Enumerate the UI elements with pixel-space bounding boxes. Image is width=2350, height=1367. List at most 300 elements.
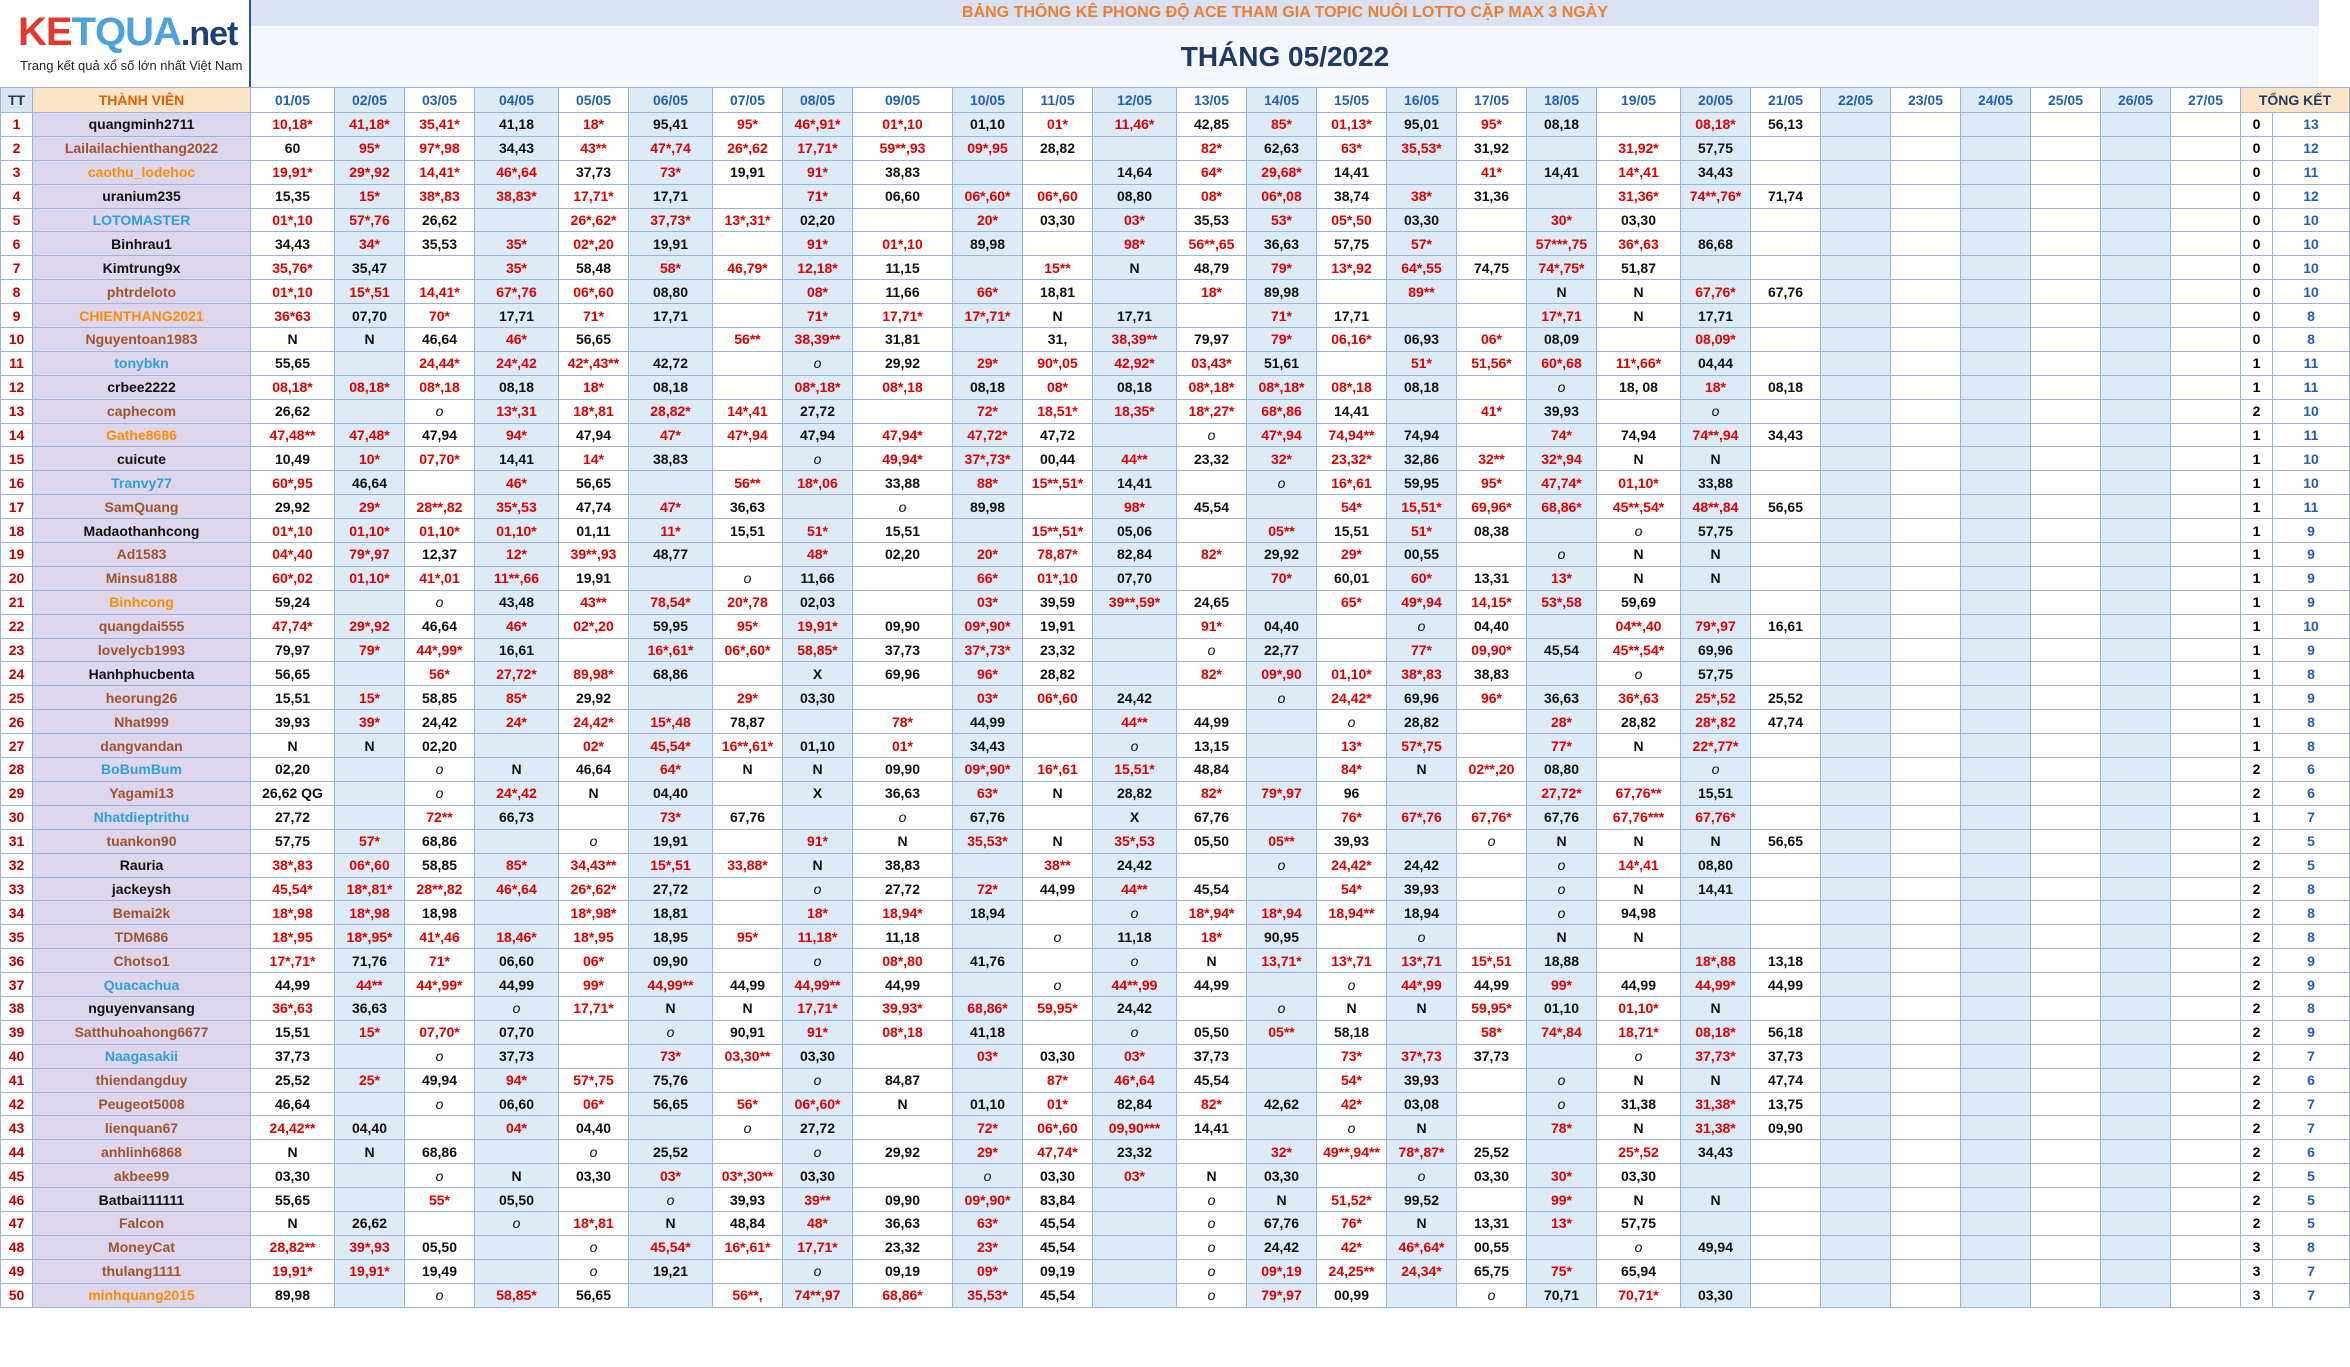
miss-count: 2 [2241, 1116, 2273, 1140]
miss-count: 1 [2241, 805, 2273, 829]
prediction-cell: 08*,18 [1317, 375, 1387, 399]
prediction-cell: 13* [1317, 734, 1387, 758]
prediction-cell: 30* [1527, 1164, 1597, 1188]
prediction-cell: N [559, 781, 629, 805]
prediction-cell: 44*,99 [1387, 973, 1457, 997]
prediction-cell [1457, 543, 1527, 567]
prediction-cell: 41*,01 [405, 566, 475, 590]
member-name[interactable]: uranium235 [33, 184, 251, 208]
prediction-cell: 51,61 [1247, 351, 1317, 375]
row-number: 12 [1, 375, 33, 399]
prediction-cell: 26,62 [335, 1211, 405, 1235]
prediction-cell: 71* [783, 304, 853, 328]
prediction-cell: o [1527, 1068, 1597, 1092]
prediction-cell: 04,44 [1681, 351, 1751, 375]
prediction-cell [2171, 1235, 2241, 1259]
member-name[interactable]: lovelycb1993 [33, 638, 251, 662]
prediction-cell: 27,72* [1527, 781, 1597, 805]
prediction-cell: 47,94 [783, 423, 853, 447]
prediction-cell: 82* [1177, 543, 1247, 567]
prediction-cell: 34,43 [1681, 1140, 1751, 1164]
prediction-cell [2031, 351, 2101, 375]
row-number: 50 [1, 1283, 33, 1307]
prediction-cell [1891, 375, 1961, 399]
prediction-cell: 18*,98 [335, 901, 405, 925]
prediction-cell: 34,43 [1751, 423, 1821, 447]
prediction-cell: 03,30** [713, 1044, 783, 1068]
prediction-cell: 17,71* [783, 136, 853, 160]
member-name[interactable]: SamQuang [33, 495, 251, 519]
prediction-cell [1317, 351, 1387, 375]
prediction-cell [1961, 996, 2031, 1020]
prediction-cell [1751, 638, 1821, 662]
prediction-cell [405, 1116, 475, 1140]
prediction-cell: 39,93 [1387, 1068, 1457, 1092]
prediction-cell: 60 [251, 136, 335, 160]
prediction-cell [1597, 113, 1681, 137]
member-name[interactable]: Batbai111111 [33, 1188, 251, 1212]
prediction-cell: 75* [1527, 1259, 1597, 1283]
member-name[interactable]: quangminh2711 [33, 113, 251, 137]
member-name[interactable]: Quacachua [33, 973, 251, 997]
prediction-cell: 09,90 [853, 614, 953, 638]
prediction-cell: N [1023, 829, 1093, 853]
prediction-cell: 60* [1387, 566, 1457, 590]
ketqua-logo[interactable] [0, 0, 251, 87]
prediction-cell: 59,69 [1597, 590, 1681, 614]
prediction-cell: 15,51 [251, 686, 335, 710]
prediction-cell: 00,55 [1387, 543, 1457, 567]
row-number: 2 [1, 136, 33, 160]
prediction-cell: 15,35 [251, 184, 335, 208]
total-count: 9 [2273, 973, 2350, 997]
prediction-cell [2031, 328, 2101, 352]
table-row [1, 1140, 2350, 1164]
prediction-cell: 24,42* [1317, 853, 1387, 877]
prediction-cell: 08,80 [1093, 184, 1177, 208]
member-name[interactable]: Peugeot5008 [33, 1092, 251, 1116]
prediction-cell [1093, 280, 1177, 304]
prediction-cell [1961, 375, 2031, 399]
prediction-cell [629, 471, 713, 495]
prediction-cell: 28,82* [629, 399, 713, 423]
prediction-cell [335, 1092, 405, 1116]
prediction-cell [1891, 136, 1961, 160]
member-name[interactable]: Chotso1 [33, 949, 251, 973]
prediction-cell: o [1247, 853, 1317, 877]
member-name[interactable]: Nhat999 [33, 710, 251, 734]
prediction-cell [2171, 208, 2241, 232]
prediction-cell: 56** [713, 471, 783, 495]
member-name[interactable]: dangvandan [33, 734, 251, 758]
row-number: 39 [1, 1020, 33, 1044]
prediction-cell: 04**,40 [1597, 614, 1681, 638]
total-count: 8 [2273, 996, 2350, 1020]
member-name[interactable]: Bemai2k [33, 901, 251, 925]
prediction-cell [1821, 471, 1891, 495]
prediction-cell [629, 686, 713, 710]
prediction-cell: 56** [713, 328, 783, 352]
total-count: 10 [2273, 208, 2350, 232]
total-count: 8 [2273, 710, 2350, 734]
prediction-cell [2031, 1092, 2101, 1116]
prediction-cell [1751, 1140, 1821, 1164]
total-count: 8 [2273, 304, 2350, 328]
prediction-cell: 10* [335, 447, 405, 471]
member-name[interactable]: cuicute [33, 447, 251, 471]
prediction-cell: 78*,87* [1387, 1140, 1457, 1164]
member-name[interactable]: akbee99 [33, 1164, 251, 1188]
prediction-cell: 08,18 [1387, 375, 1457, 399]
prediction-cell: 55,65 [251, 1188, 335, 1212]
prediction-cell: 11*,66* [1597, 351, 1681, 375]
row-number: 37 [1, 973, 33, 997]
table-row [1, 662, 2350, 686]
prediction-cell: o [1247, 686, 1317, 710]
prediction-cell [1821, 781, 1891, 805]
prediction-cell: 56**, [713, 1283, 783, 1307]
member-name[interactable]: Tranvy77 [33, 471, 251, 495]
member-name[interactable]: anhlinh6868 [33, 1140, 251, 1164]
prediction-cell: 08*,18* [1177, 375, 1247, 399]
member-name[interactable]: heorung26 [33, 686, 251, 710]
member-name[interactable]: MoneyCat [33, 1235, 251, 1259]
prediction-cell [953, 256, 1023, 280]
member-name[interactable]: caphecom [33, 399, 251, 423]
prediction-cell [2171, 901, 2241, 925]
prediction-cell: 68,86 [405, 1140, 475, 1164]
total-count: 7 [2273, 1092, 2350, 1116]
miss-count: 1 [2241, 638, 2273, 662]
total-count: 11 [2273, 375, 2350, 399]
prediction-cell [1891, 471, 1961, 495]
prediction-cell: 71,74 [1751, 184, 1821, 208]
prediction-cell [953, 853, 1023, 877]
member-name[interactable]: quangdai555 [33, 614, 251, 638]
prediction-cell: 70,71* [1597, 1283, 1681, 1307]
table-row [1, 925, 2350, 949]
prediction-cell [2101, 447, 2171, 471]
member-name[interactable]: Lailailachienthang2022 [33, 136, 251, 160]
miss-count: 0 [2241, 256, 2273, 280]
prediction-cell: 35*,53 [475, 495, 559, 519]
prediction-cell: 62,63 [1247, 136, 1317, 160]
prediction-cell [1681, 208, 1751, 232]
member-name[interactable]: CHIENTHANG2021 [33, 304, 251, 328]
prediction-cell: 63* [1317, 136, 1387, 160]
prediction-cell: 55* [405, 1188, 475, 1212]
prediction-cell: N [629, 1211, 713, 1235]
prediction-cell: 72** [405, 805, 475, 829]
member-name[interactable]: thiendangduy [33, 1068, 251, 1092]
prediction-cell: 03* [953, 590, 1023, 614]
member-name[interactable]: minhquang2015 [33, 1283, 251, 1307]
prediction-cell [2171, 543, 2241, 567]
prediction-cell: 98* [1093, 232, 1177, 256]
prediction-cell: 46,79* [713, 256, 783, 280]
prediction-cell: 56,65 [251, 662, 335, 686]
prediction-cell: 88* [953, 471, 1023, 495]
prediction-cell [1821, 829, 1891, 853]
member-name[interactable]: Nhatdieptrithu [33, 805, 251, 829]
prediction-cell: 34* [335, 232, 405, 256]
prediction-cell [1961, 328, 2031, 352]
prediction-cell: 42,62 [1247, 1092, 1317, 1116]
total-count: 5 [2273, 829, 2350, 853]
prediction-cell: 01,10* [1597, 996, 1681, 1020]
prediction-cell [1891, 829, 1961, 853]
prediction-cell: 15* [335, 184, 405, 208]
prediction-cell: 08*,18* [783, 375, 853, 399]
member-name[interactable]: Minsu8188 [33, 566, 251, 590]
prediction-cell: 04,40 [559, 1116, 629, 1140]
row-number: 48 [1, 1235, 33, 1259]
prediction-cell: 06* [1457, 328, 1527, 352]
member-name[interactable]: Gathe8686 [33, 423, 251, 447]
prediction-cell: 42,85 [1177, 113, 1247, 137]
member-name[interactable]: tonybkn [33, 351, 251, 375]
prediction-cell [2031, 973, 2101, 997]
prediction-cell [1821, 495, 1891, 519]
prediction-cell: 02*,20 [559, 614, 629, 638]
prediction-cell: 05,50 [405, 1235, 475, 1259]
prediction-cell: N [251, 1211, 335, 1235]
prediction-cell: N [1023, 304, 1093, 328]
prediction-cell [475, 208, 559, 232]
prediction-cell: 18,95 [629, 925, 713, 949]
prediction-cell [2101, 495, 2171, 519]
prediction-cell: 91* [783, 232, 853, 256]
prediction-cell: 13*,92 [1317, 256, 1387, 280]
prediction-cell [2171, 471, 2241, 495]
table-row [1, 1116, 2350, 1140]
prediction-cell: 08,09 [1527, 328, 1597, 352]
member-name[interactable]: Falcon [33, 1211, 251, 1235]
prediction-cell [335, 1164, 405, 1188]
prediction-cell: 47* [629, 495, 713, 519]
member-name[interactable]: crbee2222 [33, 375, 251, 399]
prediction-cell: 31,92 [1457, 136, 1527, 160]
prediction-cell: 71* [1247, 304, 1317, 328]
total-count: 11 [2273, 160, 2350, 184]
prediction-cell: 45**,54* [1597, 638, 1681, 662]
prediction-cell [1751, 1259, 1821, 1283]
prediction-cell: 35*,53 [1093, 829, 1177, 853]
prediction-cell [1961, 925, 2031, 949]
prediction-cell: 10,18* [251, 113, 335, 137]
prediction-cell: 17,71 [1317, 304, 1387, 328]
miss-count: 3 [2241, 1235, 2273, 1259]
prediction-cell [1891, 1020, 1961, 1044]
member-name[interactable]: Satthuhoahong6677 [33, 1020, 251, 1044]
prediction-cell [2031, 160, 2101, 184]
prediction-cell [2171, 423, 2241, 447]
member-name[interactable]: lienquan67 [33, 1116, 251, 1140]
prediction-cell [1961, 638, 2031, 662]
prediction-cell [1681, 1259, 1751, 1283]
total-count: 10 [2273, 256, 2350, 280]
prediction-cell [1177, 304, 1247, 328]
member-name[interactable]: Nguyentoan1983 [33, 328, 251, 352]
prediction-cell [1821, 805, 1891, 829]
prediction-cell: 53*,58 [1527, 590, 1597, 614]
table-row [1, 1259, 2350, 1283]
prediction-cell: 24,42* [559, 710, 629, 734]
prediction-cell: 18*,27* [1177, 399, 1247, 423]
prediction-cell [2171, 1164, 2241, 1188]
row-number: 21 [1, 590, 33, 614]
miss-count: 2 [2241, 1140, 2273, 1164]
prediction-cell: 57,75 [1317, 232, 1387, 256]
prediction-cell: 03,30 [251, 1164, 335, 1188]
member-name[interactable]: TDM686 [33, 925, 251, 949]
prediction-cell: 01,10 [953, 1092, 1023, 1116]
prediction-cell: 45,54 [1177, 1068, 1247, 1092]
prediction-cell: 85* [1247, 113, 1317, 137]
prediction-cell [1821, 256, 1891, 280]
header-date: 01/05 [251, 88, 335, 113]
prediction-cell [2031, 256, 2101, 280]
prediction-cell [1961, 495, 2031, 519]
prediction-cell [1247, 1116, 1317, 1140]
prediction-cell: 69,96 [1387, 686, 1457, 710]
prediction-cell: 79* [1247, 256, 1317, 280]
prediction-cell: 59,95* [1023, 996, 1093, 1020]
miss-count: 1 [2241, 375, 2273, 399]
prediction-cell: 19,91 [559, 566, 629, 590]
member-name[interactable]: Kimtrung9x [33, 256, 251, 280]
member-name[interactable]: phtrdeloto [33, 280, 251, 304]
prediction-cell: N [713, 758, 783, 782]
prediction-cell [2031, 734, 2101, 758]
prediction-cell: 09,90 [1751, 1116, 1821, 1140]
prediction-cell: 18*,94* [1177, 901, 1247, 925]
prediction-cell: 47* [629, 423, 713, 447]
prediction-cell: 25* [335, 1068, 405, 1092]
prediction-cell [2031, 1140, 2101, 1164]
prediction-cell: 42* [1317, 1235, 1387, 1259]
prediction-cell: 57***,75 [1527, 232, 1597, 256]
prediction-cell [2031, 1068, 2101, 1092]
prediction-cell: 47,72 [1023, 423, 1093, 447]
prediction-cell [1751, 136, 1821, 160]
prediction-cell: 15,51 [251, 1020, 335, 1044]
prediction-cell: 82* [1177, 781, 1247, 805]
member-name[interactable]: BoBumBum [33, 758, 251, 782]
prediction-cell: 44,99** [629, 973, 713, 997]
prediction-cell: 15**,51* [1023, 519, 1093, 543]
prediction-cell: 28*,82 [1681, 710, 1751, 734]
member-name[interactable]: Hanhphucbenta [33, 662, 251, 686]
prediction-cell: 04* [475, 1116, 559, 1140]
member-name[interactable]: Yagami13 [33, 781, 251, 805]
prediction-cell [1821, 423, 1891, 447]
prediction-cell: 41,18* [335, 113, 405, 137]
prediction-cell [1023, 805, 1093, 829]
prediction-cell [2171, 949, 2241, 973]
prediction-cell [853, 208, 953, 232]
prediction-cell: N [853, 1092, 953, 1116]
row-number: 20 [1, 566, 33, 590]
member-name[interactable]: LOTOMASTER [33, 208, 251, 232]
member-name[interactable]: Binhrau1 [33, 232, 251, 256]
member-name[interactable]: Madaothanhcong [33, 519, 251, 543]
prediction-cell: 67,76 [953, 805, 1023, 829]
prediction-cell [1821, 686, 1891, 710]
prediction-cell [2171, 351, 2241, 375]
prediction-cell: 87* [1023, 1068, 1093, 1092]
prediction-cell [2171, 1068, 2241, 1092]
prediction-cell: 13,31 [1457, 566, 1527, 590]
prediction-cell: N [1681, 1188, 1751, 1212]
prediction-cell: 74,75 [1457, 256, 1527, 280]
prediction-cell [1457, 781, 1527, 805]
row-number: 4 [1, 184, 33, 208]
prediction-cell: 01,10* [1317, 662, 1387, 686]
member-name[interactable]: tuankon90 [33, 829, 251, 853]
prediction-cell [2101, 758, 2171, 782]
prediction-cell [1821, 877, 1891, 901]
prediction-cell: 03,30 [1457, 1164, 1527, 1188]
prediction-cell: 32* [1247, 447, 1317, 471]
member-name[interactable]: Ad1583 [33, 543, 251, 567]
prediction-cell: 65,75 [1457, 1259, 1527, 1283]
member-name[interactable]: Naagasakii [33, 1044, 251, 1068]
prediction-cell [2101, 519, 2171, 543]
prediction-cell [1891, 1116, 1961, 1140]
prediction-cell [1961, 113, 2031, 137]
prediction-cell: N [1527, 925, 1597, 949]
prediction-cell: 02,20 [783, 208, 853, 232]
prediction-cell [2031, 1116, 2101, 1140]
member-name[interactable]: caothu_lodehoc [33, 160, 251, 184]
prediction-cell [1093, 662, 1177, 686]
prediction-cell [1527, 662, 1597, 686]
prediction-cell: 18,46* [475, 925, 559, 949]
prediction-cell: 08* [783, 280, 853, 304]
prediction-cell: 47*,74 [629, 136, 713, 160]
prediction-cell: 18,71* [1597, 1020, 1681, 1044]
header-date: 23/05 [1891, 88, 1961, 113]
prediction-cell: 00,44 [1023, 447, 1093, 471]
prediction-cell: 29* [335, 495, 405, 519]
prediction-cell [1751, 853, 1821, 877]
prediction-cell: 06,60 [475, 949, 559, 973]
prediction-cell [1681, 256, 1751, 280]
member-name[interactable]: thulang1111 [33, 1259, 251, 1283]
prediction-cell: N [1023, 781, 1093, 805]
prediction-cell: 43** [559, 590, 629, 614]
member-name[interactable]: Binhcong [33, 590, 251, 614]
prediction-cell: N [1597, 280, 1681, 304]
prediction-cell: 47,48** [251, 423, 335, 447]
prediction-cell: 13,31 [1457, 1211, 1527, 1235]
prediction-cell: 19,91 [629, 232, 713, 256]
prediction-cell: 39,59 [1023, 590, 1093, 614]
prediction-cell [405, 996, 475, 1020]
prediction-cell: 03,30 [1023, 1164, 1093, 1188]
prediction-cell: 74* [1527, 423, 1597, 447]
prediction-cell [405, 256, 475, 280]
prediction-cell: 19,91 [1023, 614, 1093, 638]
member-name[interactable]: nguyenvansang [33, 996, 251, 1020]
member-name[interactable]: Rauria [33, 853, 251, 877]
prediction-cell: 56**,65 [1177, 232, 1247, 256]
table-row [1, 136, 2350, 160]
prediction-cell: 15,51* [1387, 495, 1457, 519]
member-name[interactable]: jackeysh [33, 877, 251, 901]
table-row [1, 1092, 2350, 1116]
